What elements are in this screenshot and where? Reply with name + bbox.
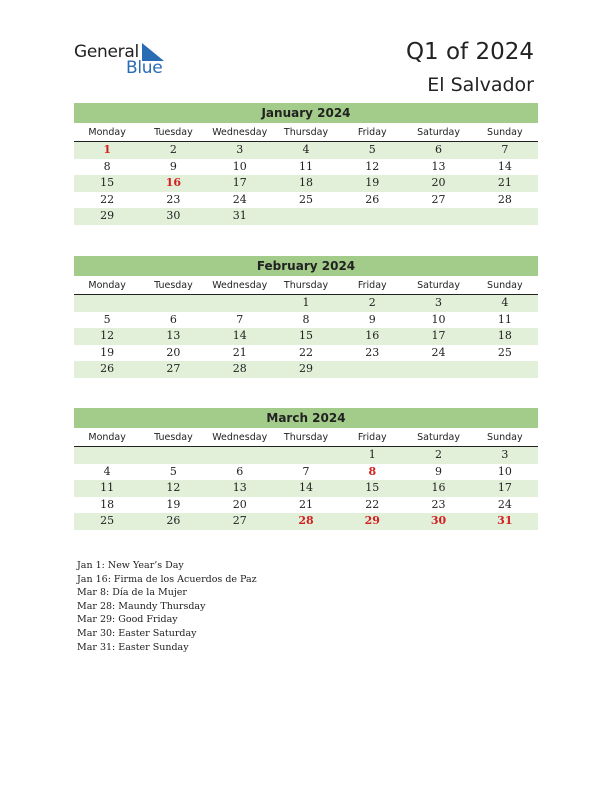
week-row [74,447,538,464]
day-cell: 15 [298,329,313,342]
day-cell: 22 [365,497,380,511]
weekday-label: Monday [88,127,126,138]
day-cell: 31 [232,209,247,222]
holiday-entry: Mar 30: Easter Saturday [77,627,197,639]
weekday-label: Saturday [417,432,460,443]
day-cell: 21 [232,345,247,359]
day-cell: 15 [365,481,380,494]
day-cell [207,295,273,312]
day-cell: 2 [368,296,376,309]
day-cell: 2 [169,143,177,156]
day-cell: 10 [431,312,446,326]
weekday-label: Sunday [487,127,523,138]
weekday-header-row [74,125,538,142]
day-cell: 23 [166,192,181,206]
page-title: Q1 of 2024 [405,39,534,65]
logo-general-text: General [74,42,139,62]
day-cell: 1 [302,296,310,309]
day-cell: 26 [365,192,380,206]
weekday-label: Thursday [283,280,329,291]
holiday-day-cell: 8 [368,464,377,478]
day-cell: 19 [166,497,181,511]
holiday-day-cell: 31 [497,514,513,527]
day-cell: 26 [100,362,115,375]
holiday-entry: Mar 28: Maundy Thursday [77,600,206,612]
day-cell: 23 [365,345,380,359]
week-row [74,192,538,209]
day-cell [140,447,206,464]
day-cell: 9 [169,159,177,173]
day-cell: 15 [100,176,115,189]
holiday-entry: Jan 1: New Year’s Day [77,560,184,571]
weekday-label: Sunday [487,280,523,291]
day-cell: 10 [232,159,247,173]
week-row [74,295,538,312]
day-cell: 11 [298,159,313,173]
day-cell: 24 [497,497,512,511]
day-cell: 3 [236,143,244,156]
day-cell: 25 [298,192,313,206]
day-cell: 6 [236,464,244,478]
weekday-header-row [74,430,538,447]
day-cell: 13 [166,329,181,342]
page-subtitle: El Salvador [427,74,534,96]
day-cell: 3 [435,296,443,309]
day-cell: 7 [302,464,310,478]
week-row [74,142,538,159]
day-cell: 20 [166,345,181,359]
weekday-label: Wednesday [212,432,268,443]
day-cell: 6 [169,312,177,326]
month-calendar-february [74,256,538,378]
day-cell [74,447,140,464]
day-cell: 16 [365,329,380,342]
day-cell: 2 [435,448,443,461]
day-cell: 5 [169,464,177,478]
day-cell: 1 [368,448,376,461]
week-row [74,208,538,225]
day-cell: 17 [232,176,247,189]
day-cell: 16 [431,481,446,494]
weekday-label: Wednesday [212,127,268,138]
day-cell: 28 [232,362,247,375]
holiday-entry: Mar 31: Easter Sunday [77,641,189,653]
day-cell: 4 [103,464,111,478]
weekday-label: Monday [88,280,126,291]
logo-blue-text: Blue [126,58,163,78]
day-cell: 30 [166,209,181,222]
title-block [406,38,534,97]
holiday-list [77,559,257,654]
day-cell: 24 [232,192,247,206]
week-row [74,480,538,497]
weekday-label: Saturday [417,127,460,138]
day-cell: 23 [431,497,446,511]
week-row [74,361,538,378]
day-cell: 25 [497,345,512,359]
month-title: February 2024 [74,256,538,276]
week-row [74,328,538,345]
day-cell: 20 [232,497,247,511]
month-title: March 2024 [74,408,538,428]
day-cell [207,447,273,464]
weekday-label: Thursday [283,127,329,138]
day-cell: 14 [232,329,247,342]
day-cell [273,447,339,464]
day-cell: 12 [365,159,380,173]
month-title: January 2024 [74,103,538,123]
day-cell: 4 [501,296,509,309]
day-cell: 21 [298,497,313,511]
day-cell: 8 [302,312,310,326]
day-cell: 18 [100,497,115,511]
day-cell: 28 [497,192,512,206]
holiday-entry: Jan 16: Firma de los Acuerdos de Paz [77,573,257,585]
day-cell: 26 [166,514,181,527]
week-row [74,159,538,176]
day-cell: 10 [497,464,512,478]
day-cell: 13 [431,159,446,173]
day-cell: 6 [435,143,443,156]
weekday-label: Monday [88,432,126,443]
weekday-label: Tuesday [154,127,193,138]
holiday-entry: Mar 29: Good Friday [77,614,178,626]
day-cell: 18 [298,176,313,189]
day-cell: 3 [501,448,509,461]
weekday-label: Saturday [417,280,460,291]
holiday-entry: Mar 8: Día de la Mujer [77,587,187,599]
day-cell: 29 [100,209,115,222]
week-row [74,464,538,481]
day-cell [140,295,206,312]
weekday-label: Tuesday [154,432,193,443]
day-cell: 14 [497,159,512,173]
week-row [74,312,538,329]
day-cell: 11 [497,312,512,326]
weekday-label: Wednesday [212,280,268,291]
day-cell [74,295,140,312]
holiday-day-cell: 1 [103,143,111,156]
weekday-label: Friday [357,280,387,291]
day-cell: 24 [431,345,446,359]
day-cell: 8 [103,159,111,173]
weekday-label: Thursday [283,432,329,443]
week-row [74,497,538,514]
day-cell: 22 [298,345,313,359]
holiday-day-cell: 29 [364,514,380,527]
week-row [74,345,538,362]
weekday-header-row [74,278,538,295]
day-cell: 29 [298,362,313,375]
day-cell: 17 [431,329,446,342]
day-cell: 19 [365,176,380,189]
week-row [74,513,538,530]
day-cell: 21 [497,176,512,189]
day-cell: 9 [368,312,376,326]
day-cell [472,361,538,378]
holiday-day-cell: 16 [165,176,182,189]
day-cell: 5 [368,143,376,156]
month-calendar-march [74,408,538,530]
day-cell [472,208,538,225]
day-cell: 7 [236,312,244,326]
day-cell: 14 [298,481,313,494]
day-cell: 18 [497,329,512,342]
day-cell: 20 [431,176,446,189]
day-cell [273,208,339,225]
day-cell [405,361,471,378]
holiday-day-cell: 30 [430,514,447,527]
day-cell: 27 [431,192,446,206]
day-cell: 17 [497,481,512,494]
day-cell [339,208,405,225]
day-cell: 5 [103,312,111,326]
day-cell: 4 [302,143,310,156]
weekday-label: Tuesday [154,280,193,291]
day-cell: 22 [100,192,115,206]
holiday-day-cell: 28 [298,514,314,527]
weekday-label: Sunday [487,432,523,443]
weekday-label: Friday [357,432,387,443]
day-cell: 7 [501,143,509,156]
logo [74,42,184,82]
month-calendar-january [74,103,538,225]
day-cell [405,208,471,225]
weekday-label: Friday [357,127,387,138]
week-row [74,175,538,192]
day-cell [339,361,405,378]
day-cell: 19 [100,345,115,359]
day-cell: 25 [100,514,115,527]
day-cell: 12 [166,481,181,494]
day-cell: 27 [166,362,181,375]
day-cell: 9 [435,464,443,478]
day-cell: 27 [232,514,247,527]
day-cell: 11 [100,481,115,494]
day-cell: 12 [100,329,115,342]
day-cell: 13 [232,481,247,494]
